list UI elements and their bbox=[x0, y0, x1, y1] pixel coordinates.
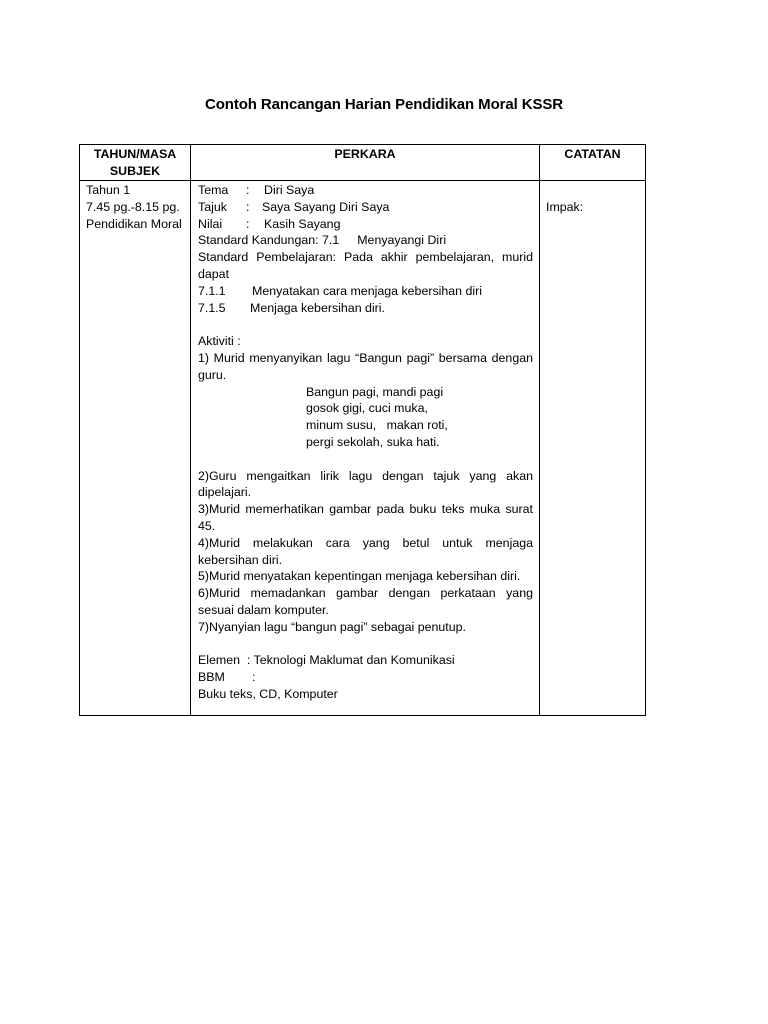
aktiviti-5: 5)Murid menyatakan kepentingan menjaga kebersihan diri. bbox=[198, 569, 521, 584]
nilai-value: Kasih Sayang bbox=[264, 216, 341, 231]
song-line: pergi sekolah, suka hati. bbox=[306, 434, 440, 449]
standard-kandungan-label: Standard Kandungan: 7.1 bbox=[198, 233, 340, 248]
aktiviti-7: 7)Nyanyian lagu “bangun pagi” sebagai penutup. bbox=[198, 619, 466, 634]
elemen-line: Elemen : Teknologi Maklumat dan Komunikasi bbox=[198, 653, 455, 668]
song-line: minum susu, makan roti, bbox=[306, 418, 448, 433]
aktiviti-1: 1) Murid menyanyikan lagu “Bangun pagi” bersama dengan guru. bbox=[198, 350, 533, 382]
nilai-line bbox=[198, 216, 533, 233]
nilai-label: Nilai bbox=[198, 216, 223, 231]
nilai-colon: : bbox=[246, 216, 250, 231]
tajuk-value: Saya Sayang Diri Saya bbox=[262, 199, 390, 214]
impak-label: Impak: bbox=[546, 199, 584, 214]
aktiviti-label: Aktiviti : bbox=[198, 334, 241, 349]
tajuk-line bbox=[198, 199, 533, 216]
table-header-row bbox=[80, 145, 646, 181]
bbm-line bbox=[198, 669, 533, 686]
subjek-text: Pendidikan Moral bbox=[86, 216, 182, 231]
bbm-value: Buku teks, CD, Komputer bbox=[198, 686, 338, 701]
sp-711-text: Menyatakan cara menjaga kebersihan diri bbox=[252, 283, 483, 298]
table-row bbox=[80, 181, 646, 716]
sp-715-line bbox=[198, 300, 533, 317]
masa-text: 7.45 pg.-8.15 pg. bbox=[86, 199, 180, 214]
sp-715-text: Menjaga kebersihan diri. bbox=[250, 300, 385, 315]
header-catatan: CATATAN bbox=[540, 145, 646, 181]
cell-perkara bbox=[191, 181, 540, 716]
aktiviti-6: 6)Murid memadankan gambar dengan perkataan yang sesuai dalam komputer. bbox=[198, 586, 533, 617]
song-line: Bangun pagi, mandi pagi bbox=[306, 384, 444, 399]
sp-715-code: 7.1.5 bbox=[198, 300, 226, 315]
aktiviti-3: 3)Murid memerhatikan gambar pada buku teks muka surat 45. bbox=[198, 502, 533, 533]
document-title: Contoh Rancangan Harian Pendidikan Moral KSSR bbox=[204, 96, 564, 113]
tema-colon: : bbox=[246, 183, 250, 197]
tema-label: Tema bbox=[198, 183, 229, 197]
tema-value: Diri Saya bbox=[264, 183, 315, 197]
header-perkara: PERKARA bbox=[191, 145, 540, 181]
tahun-text: Tahun 1 bbox=[86, 183, 131, 197]
standard-pembelajaran: Standard Pembelajaran: Pada akhir pembelajaran, murid dapat bbox=[198, 250, 533, 281]
header-tahun-masa-subjek bbox=[80, 145, 191, 181]
bbm-label: BBM bbox=[198, 670, 225, 685]
sp-711-code: 7.1.1 bbox=[198, 283, 226, 298]
aktiviti-4: 4)Murid melakukan cara yang betul untuk menjaga kebersihan diri. bbox=[198, 535, 533, 567]
tajuk-colon: : bbox=[246, 199, 250, 214]
cell-tahun-masa-subjek bbox=[80, 181, 191, 716]
aktiviti-2: 2)Guru mengaitkan lirik lagu dengan tajuk yang akan dipelajari. bbox=[198, 468, 533, 500]
song-line: gosok gigi, cuci muka, bbox=[306, 401, 428, 416]
tema-line bbox=[198, 182, 533, 199]
lesson-plan-table bbox=[79, 144, 646, 716]
sp-711-line bbox=[198, 283, 533, 300]
bbm-colon: : bbox=[252, 670, 256, 685]
header-subjek: SUBJEK bbox=[109, 163, 161, 178]
standard-kandungan-value: Menyayangi Diri bbox=[357, 233, 447, 248]
header-tahun-masa: TAHUN/MASA bbox=[93, 147, 177, 161]
cell-catatan bbox=[540, 181, 646, 716]
standard-kandungan-line bbox=[198, 232, 533, 249]
tajuk-label: Tajuk bbox=[198, 199, 227, 214]
